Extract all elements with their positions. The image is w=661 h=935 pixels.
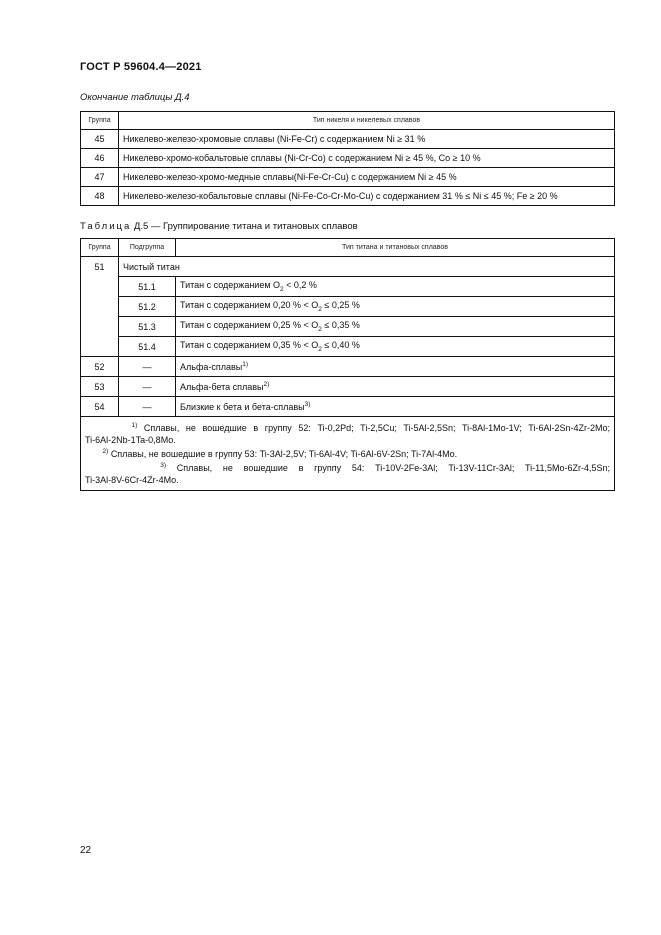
type-text: Титан с содержанием 0,25 % < O bbox=[180, 320, 319, 331]
empty-group-cell bbox=[81, 297, 119, 317]
footnote-mark: 3) bbox=[304, 401, 311, 408]
type-cell bbox=[176, 317, 615, 337]
subgroup-cell: — bbox=[119, 397, 176, 417]
group-cell: 54 bbox=[81, 397, 119, 417]
footnote-1-continued: Ti-6Al-2Nb-1Ta-0,8Mo. bbox=[85, 435, 176, 445]
footnote-3 bbox=[85, 460, 610, 474]
column-header-group: Группа bbox=[81, 239, 119, 257]
table-row-group-51 bbox=[81, 257, 615, 277]
group-cell: 52 bbox=[81, 357, 119, 377]
subscript: 2 bbox=[280, 285, 284, 293]
type-text-suffix: ≤ 0,40 % bbox=[321, 340, 360, 351]
empty-group-cell bbox=[81, 277, 119, 297]
group-cell: 46 bbox=[81, 149, 119, 168]
table-row bbox=[81, 297, 615, 317]
type-cell: Никелево-железо-хромо-медные сплавы(Ni-Fe-Cr-Cu) с содержанием Ni ≥ 45 % bbox=[119, 168, 615, 187]
notes-row bbox=[81, 417, 615, 491]
column-header-subgroup: Подгруппа bbox=[119, 239, 176, 257]
type-text: Альфа-сплавы bbox=[180, 362, 243, 372]
footnote-2 bbox=[85, 446, 610, 460]
type-text: Титан с содержанием 0,20 % < O bbox=[180, 300, 319, 311]
type-text: Титан с содержанием O bbox=[180, 280, 281, 291]
group-cell: 47 bbox=[81, 168, 119, 187]
group-cell: 51 bbox=[81, 257, 119, 277]
footnote-mark: 2) bbox=[102, 448, 109, 455]
type-cell bbox=[176, 357, 615, 377]
type-text: Близкие к бета и бета-сплавы bbox=[180, 402, 305, 412]
group-cell: 53 bbox=[81, 377, 119, 397]
table-d4-continuation-caption: Окончание таблицы Д.4 bbox=[80, 92, 190, 103]
table-row bbox=[81, 149, 615, 168]
subscript: 2 bbox=[318, 305, 322, 313]
table-row bbox=[81, 187, 615, 206]
subgroup-cell: 51.3 bbox=[119, 317, 176, 337]
type-text-suffix: ≤ 0,35 % bbox=[321, 320, 360, 331]
table-title: Д.5 — Группирование титана и титановых сплавов bbox=[133, 221, 358, 232]
empty-group-cell bbox=[81, 337, 119, 357]
group-cell: 45 bbox=[81, 130, 119, 149]
subscript: 2 bbox=[318, 325, 322, 333]
type-cell bbox=[176, 297, 615, 317]
type-cell bbox=[176, 337, 615, 357]
table-header-row bbox=[81, 112, 615, 130]
table-row bbox=[81, 130, 615, 149]
table-d4 bbox=[80, 111, 615, 206]
document-code: ГОСТ Р 59604.4—2021 bbox=[80, 61, 202, 73]
subgroup-cell: 51.2 bbox=[119, 297, 176, 317]
column-header-group: Группа bbox=[81, 112, 119, 130]
table-row bbox=[81, 277, 615, 297]
table-row bbox=[81, 337, 615, 357]
footnote-mark: 2) bbox=[263, 381, 270, 388]
group-cell: 48 bbox=[81, 187, 119, 206]
table-word: Таблица bbox=[80, 221, 132, 232]
footnote-text: Сплавы, не вошедшие в группу 53: Ti-3Al-2,5V; Ti-6Al-4V; Ti-6Al-6V-2Sn; Ti-7Al-4Mo. bbox=[110, 449, 458, 459]
type-cell: Чистый титан bbox=[119, 257, 615, 277]
subscript: 2 bbox=[318, 345, 322, 353]
table-row bbox=[81, 168, 615, 187]
table-row bbox=[81, 317, 615, 337]
subgroup-cell: 51.1 bbox=[119, 277, 176, 297]
type-cell bbox=[176, 397, 615, 417]
type-text-suffix: < 0,2 % bbox=[283, 280, 317, 291]
footnote-mark: 1) bbox=[242, 361, 249, 368]
type-cell: Никелево-железо-кобальтовые сплавы (Ni-Fe-Co-Cr-Mo-Cu) с содержанием 31 % ≤ Ni ≤ 45 %; Fe ≥ 20 % bbox=[119, 187, 615, 206]
type-text: Титан с содержанием 0,35 % < O bbox=[180, 340, 319, 351]
table-d5 bbox=[80, 238, 615, 491]
footnote-mark: 1) bbox=[131, 422, 138, 429]
footnote-3-continued: Ti-3Al-8V-6Cr-4Zr-4Mo. bbox=[85, 475, 179, 485]
type-cell bbox=[176, 377, 615, 397]
subgroup-cell: — bbox=[119, 357, 176, 377]
type-text-suffix: ≤ 0,25 % bbox=[321, 300, 360, 311]
table-row bbox=[81, 377, 615, 397]
table-row bbox=[81, 397, 615, 417]
type-cell: Никелево-железо-хромовые сплавы (Ni-Fe-Cr) с содержанием Ni ≥ 31 % bbox=[119, 130, 615, 149]
table-row bbox=[81, 357, 615, 377]
table-d5-caption bbox=[80, 221, 358, 232]
table-header-row bbox=[81, 239, 615, 257]
column-header-type: Тип никеля и никелевых сплавов bbox=[119, 112, 615, 130]
subgroup-cell: — bbox=[119, 377, 176, 397]
subgroup-cell: 51.4 bbox=[119, 337, 176, 357]
footnote-text: Сплавы, не вошедшие в группу 54: Ti-10V-2Fe-3Al; Ti-13V-11Cr-3Al; Ti-11,5Mo-6Zr-4,5Sn; bbox=[176, 463, 610, 473]
column-header-type: Тип титана и титановых сплавов bbox=[176, 239, 615, 257]
empty-group-cell bbox=[81, 317, 119, 337]
footnotes bbox=[81, 417, 615, 491]
page-number: 22 bbox=[80, 845, 92, 856]
type-text: Альфа-бета сплавы bbox=[180, 382, 264, 392]
type-cell bbox=[176, 277, 615, 297]
footnote-1 bbox=[85, 420, 610, 434]
footnote-text: Сплавы, не вошедшие в группу 52: Ti-0,2Pd; Ti-2,5Cu; Ti-5Al-2,5Sn; Ti-8Al-1Mo-1V; Ti-6Al-2Sn-4Zr-2Mo; bbox=[143, 423, 610, 433]
footnote-mark: 3) bbox=[160, 462, 167, 469]
type-cell: Никелево-хромо-кобальтовые сплавы (Ni-Cr-Co) с содержанием Ni ≥ 45 %, Co ≥ 10 % bbox=[119, 149, 615, 168]
